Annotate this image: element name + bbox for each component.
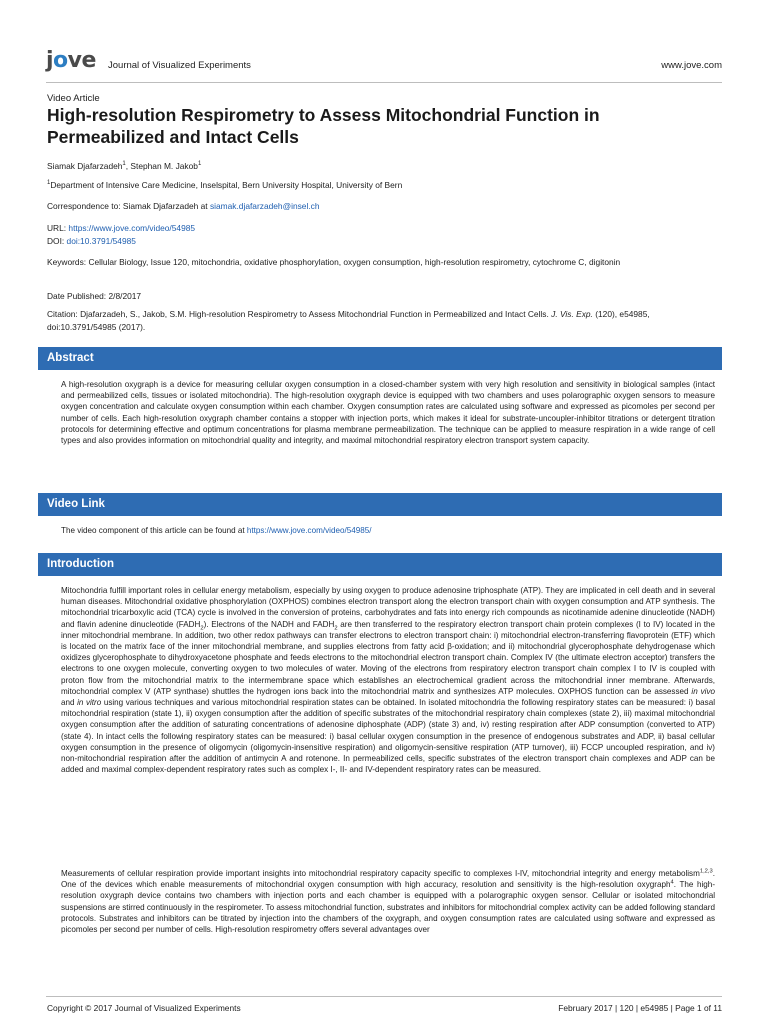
affiliation-marker: 1 bbox=[122, 161, 126, 167]
intro-p1-text: ). Electrons of the NADH and FADH bbox=[203, 619, 335, 629]
italic-term: in vivo bbox=[691, 686, 716, 696]
citation-text: Djafarzadeh, S., Jakob, S.M. High-resolution Respirometry to Assess Mitochondrial Function in Permeabilized and Intact Cells. bbox=[80, 309, 549, 319]
date-label: Date Published: bbox=[47, 291, 107, 301]
journal-header bbox=[46, 48, 722, 78]
affiliation-marker: 1 bbox=[197, 161, 202, 167]
article-url-link[interactable]: https://www.jove.com/video/54985 bbox=[68, 223, 196, 233]
copyright: Copyright © 2017 Journal of Visualized Experiments bbox=[47, 1003, 241, 1013]
citation-journal: J. Vis. Exp. bbox=[551, 309, 593, 319]
keywords bbox=[47, 256, 719, 269]
affiliation-number: 1 bbox=[47, 180, 51, 186]
author-name: Siamak Djafarzadeh bbox=[47, 160, 123, 171]
affiliation bbox=[47, 177, 719, 191]
correspondence bbox=[47, 200, 719, 213]
citation-label: Citation: bbox=[47, 309, 78, 319]
citation-marker: 4 bbox=[670, 879, 674, 886]
article-title: High-resolution Respirometry to Assess Mitochondrial Function in Permeabilized and Intact Cells bbox=[47, 105, 600, 147]
subscript: 2 bbox=[334, 625, 338, 632]
introduction-heading: Introduction bbox=[38, 553, 722, 576]
author-list: Siamak Djafarzadeh$^1$, Stephan M. Jakob$^1$ bbox=[47, 160, 202, 171]
keywords-label: Keywords: bbox=[47, 257, 87, 267]
doi-link[interactable]: doi:10.3791/54985 bbox=[66, 236, 136, 246]
footer-divider bbox=[46, 996, 722, 997]
website-link[interactable]: www.jove.com bbox=[661, 60, 722, 71]
author-name: Stephan M. Jakob bbox=[130, 160, 198, 171]
intro-p1-text: and bbox=[61, 698, 75, 708]
keywords-text: Cellular Biology, Issue 120, mitochondria, oxidative phosphorylation, oxygen consumption, high-resolution respirometry, cytochrome C, digitonin bbox=[88, 257, 621, 267]
page-footer bbox=[47, 1003, 722, 1013]
video-link-text bbox=[61, 525, 715, 536]
italic-term: in vitro bbox=[77, 698, 102, 708]
url-line bbox=[47, 222, 719, 235]
header-divider bbox=[46, 82, 722, 83]
introduction-paragraph-2 bbox=[61, 868, 715, 935]
intro-p1-text: using various techniques and various mitochondrial respiration states can be obtained. In isolated mitochondria the following respiratory states can be measured: i) basal mitochondrial respiration (state 1), ii) oxygen consumption after the addition of specific substrates of the mitochondrial respiratory chain complexes (state 2), iii) maximal mitochondrial oxygen consumption after the addition of saturating concentrations of adenosine diphosphate (ADP) (state 3) and, iv) resting respiration after ADP consumption (converted to ATP) (state 4). In intact cells the following respiratory states can be measured: i) basal cellular oxygen consumption in the presence of endogenous substrates and ADP, ii) basal cellular oxygen consumption in the presence of oligomycin (oligomycin-insensitive respiration) and oligomycin-sensitive respiration (ATP turnover), iii) FCCP uncoupled respiration, and iv) non-mitochondrial respiration after the addition of antimycin A and rotenone. In permeabilized cells, specific substrates of the electron transport chain complexes and ADP can be added and maximal complex-dependent respiratory rates such as complex I-, II- and IV-dependent respiratory rates can be measured. bbox=[61, 698, 716, 775]
citation bbox=[47, 308, 719, 333]
logo-text: jove bbox=[46, 48, 96, 73]
affiliation-text: Department of Intensive Care Medicine, Inselspital, Bern University Hospital, University of Bern bbox=[50, 179, 403, 190]
video-link-sentence: The video component of this article can be found at bbox=[61, 526, 245, 535]
correspondence-email-link[interactable]: siamak.djafarzadeh@insel.ch bbox=[209, 201, 320, 211]
intro-p1-text: Mitochondria fulfill important roles in cellular energy metabolism, especially by using oxygen to produce adenosine triphosphate (ATP). They are implicated in cell death and in several human diseases. Mitochondrial oxidative phosphorylation (OXPHOS) combines electron transport along the electron transport chain with oxygen consumption and ATP synthesis. The mitochondrial tricarboxylic acid (TCA) cycle is involved in the conversion of proteins, carbohydrates and fats into energy rich compounds as nicotinamide adenine dinucleotide (NADH) and flavin adenine dinucleotide (FADH bbox=[61, 586, 715, 629]
intro-p2-text: . The high-resolution oxygraph device contains two chambers with injection ports and each chamber is equipped with a polarographic oxygen sensor. Cellular or isolated mitochondrial suspensions are stirred continuously in the respirometer. To assess mitochondrial function, substrates and inhibitors for mitochondrial complex activity can be added following standard protocols. Substrates and inhibitors can be titrated by injection into the chambers of the oxygraph, and oxygen consumption rates are calculated using software and expressed as picomoles per second per number of cells. High-resolution respirometry offers several advantages over bbox=[61, 880, 716, 935]
url-label: URL: bbox=[47, 223, 67, 233]
jove-logo[interactable] bbox=[46, 48, 96, 73]
correspondence-label: Correspondence to: Siamak Djafarzadeh at bbox=[47, 201, 208, 211]
intro-p2-text: Measurements of cellular respiration provide important insights into mitochondrial respiratory capacity specific to complexes I-IV, mitochondrial integrity and energy metabolism bbox=[61, 869, 700, 878]
doi-line bbox=[47, 235, 719, 248]
citation-rest: (120), e54985, doi:10.3791/54985 (2017). bbox=[47, 309, 650, 332]
abstract-heading: Abstract bbox=[38, 347, 722, 370]
abstract-text: A high-resolution oxygraph is a device for measuring cellular oxygen consumption in a closed-chamber system with very high resolution and sensitivity in biological samples (intact and permeabilized cells, tissues or isolated mitochondria). The high-resolution oxygraph device is equipped with two chambers and uses polarographic oxygen sensors to measure oxygen concentration and calculate oxygen consumption within each chamber. Oxygen consumption rates are calculated using software and expressed as picomoles per second per number of cells. Each high-resolution oxygraph chamber contains a stopper with injection ports, which makes it ideal for substrate-uncoupler-inhibitor titrations or detergent titration protocols for determining effective and optimum concentrations for plasma membrane permeabilization. The technique can be applied to measure respiration in a wide range of cell types and also provides information on mitochondrial quality and integrity, and maximal mitochondrial respiratory electron transport system capacity. bbox=[61, 380, 715, 446]
doi-label: DOI: bbox=[47, 236, 65, 246]
date-published bbox=[47, 290, 719, 303]
citation-marker: 1,2,3 bbox=[699, 868, 713, 875]
video-link-heading: Video Link bbox=[38, 493, 722, 516]
subscript: 2 bbox=[200, 625, 204, 632]
page-info: February 2017 | 120 | e54985 | Page 1 of 11 bbox=[558, 1003, 722, 1013]
article-type: Video Article bbox=[47, 93, 100, 104]
video-link-url[interactable]: https://www.jove.com/video/54985/ bbox=[246, 526, 372, 535]
date-value: 2/8/2017 bbox=[108, 291, 142, 301]
journal-name: Journal of Visualized Experiments bbox=[108, 60, 251, 71]
introduction-paragraph-1 bbox=[61, 585, 715, 775]
intro-p2-text: . One of the devices which enable measurements of mitochondrial oxygen consumption with high accuracy, resolution and sensitivity is the high-resolution oxygraph bbox=[61, 869, 715, 890]
intro-p1-text: are then transferred to the respiratory electron transport chain protein complexes (I to IV) located in the inner mitochondrial membrane. In addition, two other redox pathways can transfer electrons to electron transport chain: i) mitochondrial electron-transferring flavoprotein (ETF) which is located on the matrix face of the inner mitochondrial membrane, and supplies electrons from fatty acid β-oxidation; and ii) mitochondrial glycerophosphate dehydrogenase which oxidizes glycerophosphate to dihydroxyacetone phosphate and feeds electrons to the mitochondrial electron transport chain. Complex IV (the ultimate electron acceptor) transfers the electrons to one oxygen molecule, converting oxygen to two molecules of water. Moving of the electrons from respiratory electron transport chain complex I to IV is coupled with proton flow from the mitochondrial matrix to the intermembrane space which establishes an electrochemical gradient across the mitochondrial inner membrane. Afterwards, mitochondrial complex V (ATP synthase) shuttles the hydrogen ions back into the mitochondrial matrix and synthesizes ATP molecules. OXPHOS function can be assessed bbox=[61, 619, 715, 696]
